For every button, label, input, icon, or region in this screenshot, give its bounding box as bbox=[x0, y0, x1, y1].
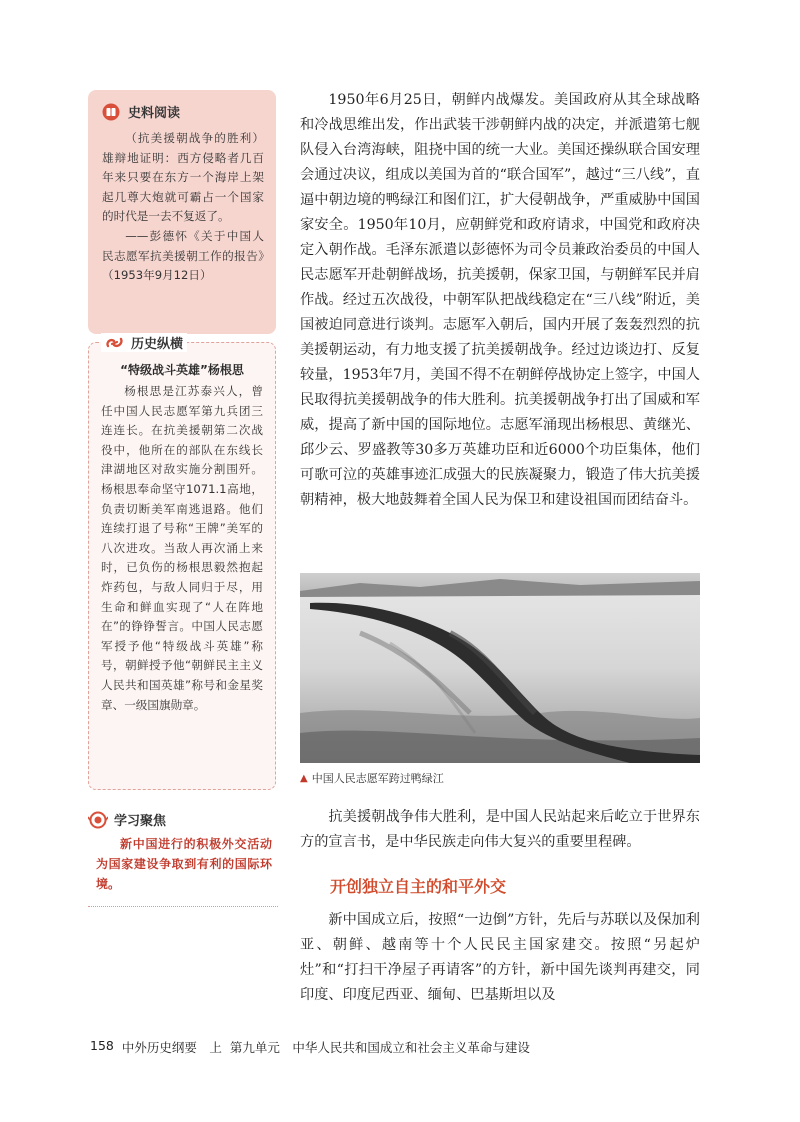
page-footer bbox=[90, 1038, 530, 1056]
unit-title: 第九单元 中华人民共和国成立和社会主义革命与建设 bbox=[229, 1040, 530, 1055]
main-paragraph-3 bbox=[300, 908, 700, 1008]
history-story-title: “特级战斗英雄”杨根思 bbox=[120, 363, 244, 377]
yalu-river-crossing-photo bbox=[300, 573, 700, 763]
learning-focus-heading: 学习聚焦 bbox=[114, 814, 167, 829]
learning-focus-header bbox=[88, 810, 276, 829]
history-panorama-header bbox=[101, 333, 187, 352]
photo-caption-text: 中国人民志愿军跨过鸭绿江 bbox=[311, 772, 444, 785]
paragraph-2-text: 抗美援朝战争伟大胜利，是中国人民站起来后屹立于世界东方的宣言书，是中华民族走向伟大复兴的重要里程碑。 bbox=[300, 809, 700, 850]
page-number: 158 bbox=[90, 1038, 114, 1053]
focus-divider bbox=[88, 906, 278, 907]
link-icon bbox=[105, 334, 123, 352]
caption-triangle-icon: ▲ bbox=[300, 772, 308, 784]
source-author: ——彭德怀《关于中国人民志愿军抗美援朝工作的报告》（1953年9月12日） bbox=[102, 228, 264, 283]
paragraph-1-text: 1950年6月25日，朝鲜内战爆发。美国政府从其全球战略和冷战思维出发，作出武装干涉朝鲜内战的决定，并派遣第七舰队侵入台湾海峡，阻挠中国的统一大业。美国还操纵联合国安理会通过决议，组成以美国为首的“联合国军”，越过“三八线”，直逼中朝边境的鸭绿江和图们江，扩大侵朝战争，严重威胁中国国家安全。1950年10月，应朝鲜党和政府请求，中国党和政府决定入朝作战。毛泽东派遣以彭德怀为司令员兼政治委员的中国人民志愿军开赴朝鲜战场，抗美援朝，保家卫国，与朝鲜军民并肩作战。经过五次战役，中朝军队把战线稳定在“三八线”附近，美国被迫同意进行谈判。志愿军入朝后，国内开展了轰轰烈烈的抗美援朝运动，有力地支援了抗美援朝战争。经过边谈边打、反复较量，1953年7月，美国不得不在朝鲜停战协定上签字，中国人民取得抗美援朝战争的伟大胜利。抗美援朝战争打出了国威和军威，提高了新中国的国际地位。志愿军涌现出杨根思、黄继光、邱少云、罗盛教等30多万英雄功臣和近6000个功臣集体，他们可歌可泣的英雄事迹汇成强大的民族凝聚力，锻造了伟大抗美援朝精神，极大地鼓舞着全国人民为保卫和建设祖国而团结奋斗。 bbox=[300, 92, 700, 508]
photo-caption bbox=[300, 770, 444, 786]
source-reading-heading: 史料阅读 bbox=[128, 106, 181, 121]
book-icon bbox=[102, 103, 120, 121]
source-quote bbox=[102, 129, 264, 227]
source-reading-header bbox=[102, 102, 264, 121]
history-story bbox=[101, 382, 263, 715]
paragraph-3-text: 新中国成立后，按照“一边倒”方针，先后与苏联以及保加利亚、朝鲜、越南等十个人民民主国家建交。按照“另起炉灶”和“打扫干净屋子再请客”的方针，新中国先谈判再建交，同印度、印度尼西亚、缅甸、巴基斯坦以及 bbox=[300, 912, 700, 1003]
source-quote-text: （抗美援朝战争的胜利）雄辩地证明：西方侵略者几百年来只要在东方一个海岸上架起几尊大炮就可霸占一个国家的时代是一去不复返了。 bbox=[102, 131, 264, 224]
section-title: 开创独立自主的和平外交 bbox=[330, 877, 507, 896]
book-title: 中外历史纲要 上 bbox=[121, 1040, 222, 1055]
main-paragraph-2 bbox=[300, 805, 700, 855]
history-story-body: 杨根思是江苏泰兴人，曾任中国人民志愿军第九兵团三连连长。在抗美援朝第二次战役中，他所在的部队在东线长津湖地区对敌实施分割围歼。杨根思奉命坚守1071.1高地，负责切断美军南逃退路。他们连续打退了号称“王牌”美军的八次进攻。当敌人再次涌上来时，已负伤的杨根思毅然抱起炸药包，与敌人同归于尽，用生命和鲜血实现了“人在阵地在”的铮铮誓言。中国人民志愿军授予他“特级战斗英雄”称号，朝鲜授予他“朝鲜民主主义人民共和国英雄”称号和金星奖章、一级国旗勋章。 bbox=[101, 384, 263, 712]
learning-focus-text: 新中国进行的积极外交活动为国家建设争取到有利的国际环境。 bbox=[96, 837, 272, 891]
history-panorama-heading: 历史纵横 bbox=[131, 337, 184, 352]
source-reading-box bbox=[88, 90, 276, 334]
main-paragraph-1 bbox=[300, 88, 700, 513]
history-panorama-box bbox=[88, 337, 276, 790]
target-icon bbox=[88, 811, 106, 829]
